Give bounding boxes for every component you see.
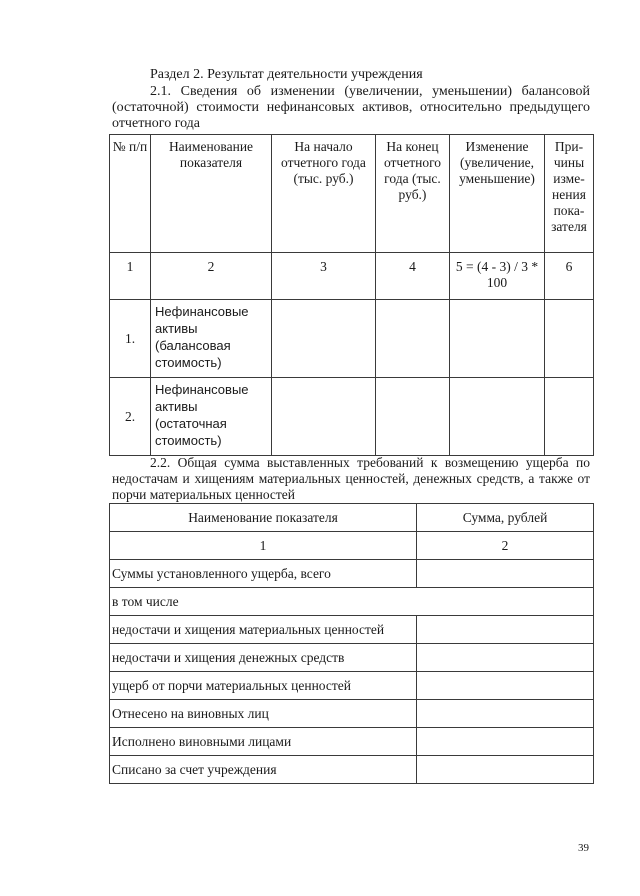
table-row [110, 700, 594, 728]
column-number: 2 [417, 532, 594, 560]
header-cell: № п/п [110, 135, 151, 253]
header-cell: При-чины изме-нения пока-зателя [545, 135, 594, 253]
row-label: Списано за счет учреждения [110, 756, 417, 784]
row-name: Нефинансовые активы (остаточная стоимость) [151, 378, 272, 456]
column-number: 3 [272, 253, 376, 300]
amount-cell [417, 560, 594, 588]
row-name: Нефинансовые активы (балансовая стоимость) [151, 300, 272, 378]
amount-cell [417, 672, 594, 700]
column-number: 1 [110, 532, 417, 560]
amount-cell [417, 700, 594, 728]
change-cell [450, 300, 545, 378]
start-value-cell [272, 378, 376, 456]
amount-cell [417, 756, 594, 784]
section-title: Раздел 2. Результат деятельности учреждения [150, 67, 423, 82]
row-label: Отнесено на виновных лиц [110, 700, 417, 728]
change-cell [450, 378, 545, 456]
end-value-cell [376, 378, 450, 456]
row-label: Исполнено виновными лицами [110, 728, 417, 756]
row-label: недостачи и хищения денежных средств [110, 644, 417, 672]
table-header-row [110, 504, 594, 532]
row-number: 2. [110, 378, 151, 456]
end-value-cell [376, 300, 450, 378]
nonfinancial-assets-table [109, 134, 594, 456]
column-number-row [110, 253, 594, 300]
column-number: 2 [151, 253, 272, 300]
subsection-1-text: 2.1. Сведения об изменении (увеличении, уменьшении) балансовой (остаточной) стоимости нефинансовых активов, относительно предыдущего отчетного года [112, 84, 590, 131]
table-row [110, 756, 594, 784]
start-value-cell [272, 300, 376, 378]
header-cell: На начало отчетного года (тыс. руб.) [272, 135, 376, 253]
damage-claims-table [109, 503, 594, 784]
reason-cell [545, 378, 594, 456]
reason-cell [545, 300, 594, 378]
column-number: 4 [376, 253, 450, 300]
row-label: Суммы установленного ущерба, всего [110, 560, 417, 588]
column-number: 5 = (4 - 3) / 3 * 100 [450, 253, 545, 300]
column-number: 1 [110, 253, 151, 300]
table-row [110, 560, 594, 588]
amount-cell [417, 616, 594, 644]
row-label: ущерб от порчи материальных ценностей [110, 672, 417, 700]
table-row [110, 672, 594, 700]
row-number: 1. [110, 300, 151, 378]
header-cell: На конец отчетного года (тыс. руб.) [376, 135, 450, 253]
row-label: в том числе [110, 588, 594, 616]
column-number: 6 [545, 253, 594, 300]
subsection-2-text: 2.2. Общая сумма выставленных требований к возмещению ущерба по недостачам и хищениям материальных ценностей, денежных средств, а также от порчи материальных ценностей [112, 455, 590, 502]
header-cell: Наименование показателя [151, 135, 272, 253]
table-row [110, 728, 594, 756]
table-row [110, 300, 594, 378]
amount-cell [417, 644, 594, 672]
header-cell: Изменение (увеличение, уменьшение) [450, 135, 545, 253]
table-row [110, 644, 594, 672]
table-row [110, 616, 594, 644]
amount-cell [417, 728, 594, 756]
column-number-row [110, 532, 594, 560]
header-cell: Наименование показателя [110, 504, 417, 532]
table-header-row [110, 135, 594, 253]
header-cell: Сумма, рублей [417, 504, 594, 532]
table-row [110, 588, 594, 616]
table-row [110, 378, 594, 456]
page-number: 39 [578, 842, 589, 854]
row-label: недостачи и хищения материальных ценностей [110, 616, 417, 644]
